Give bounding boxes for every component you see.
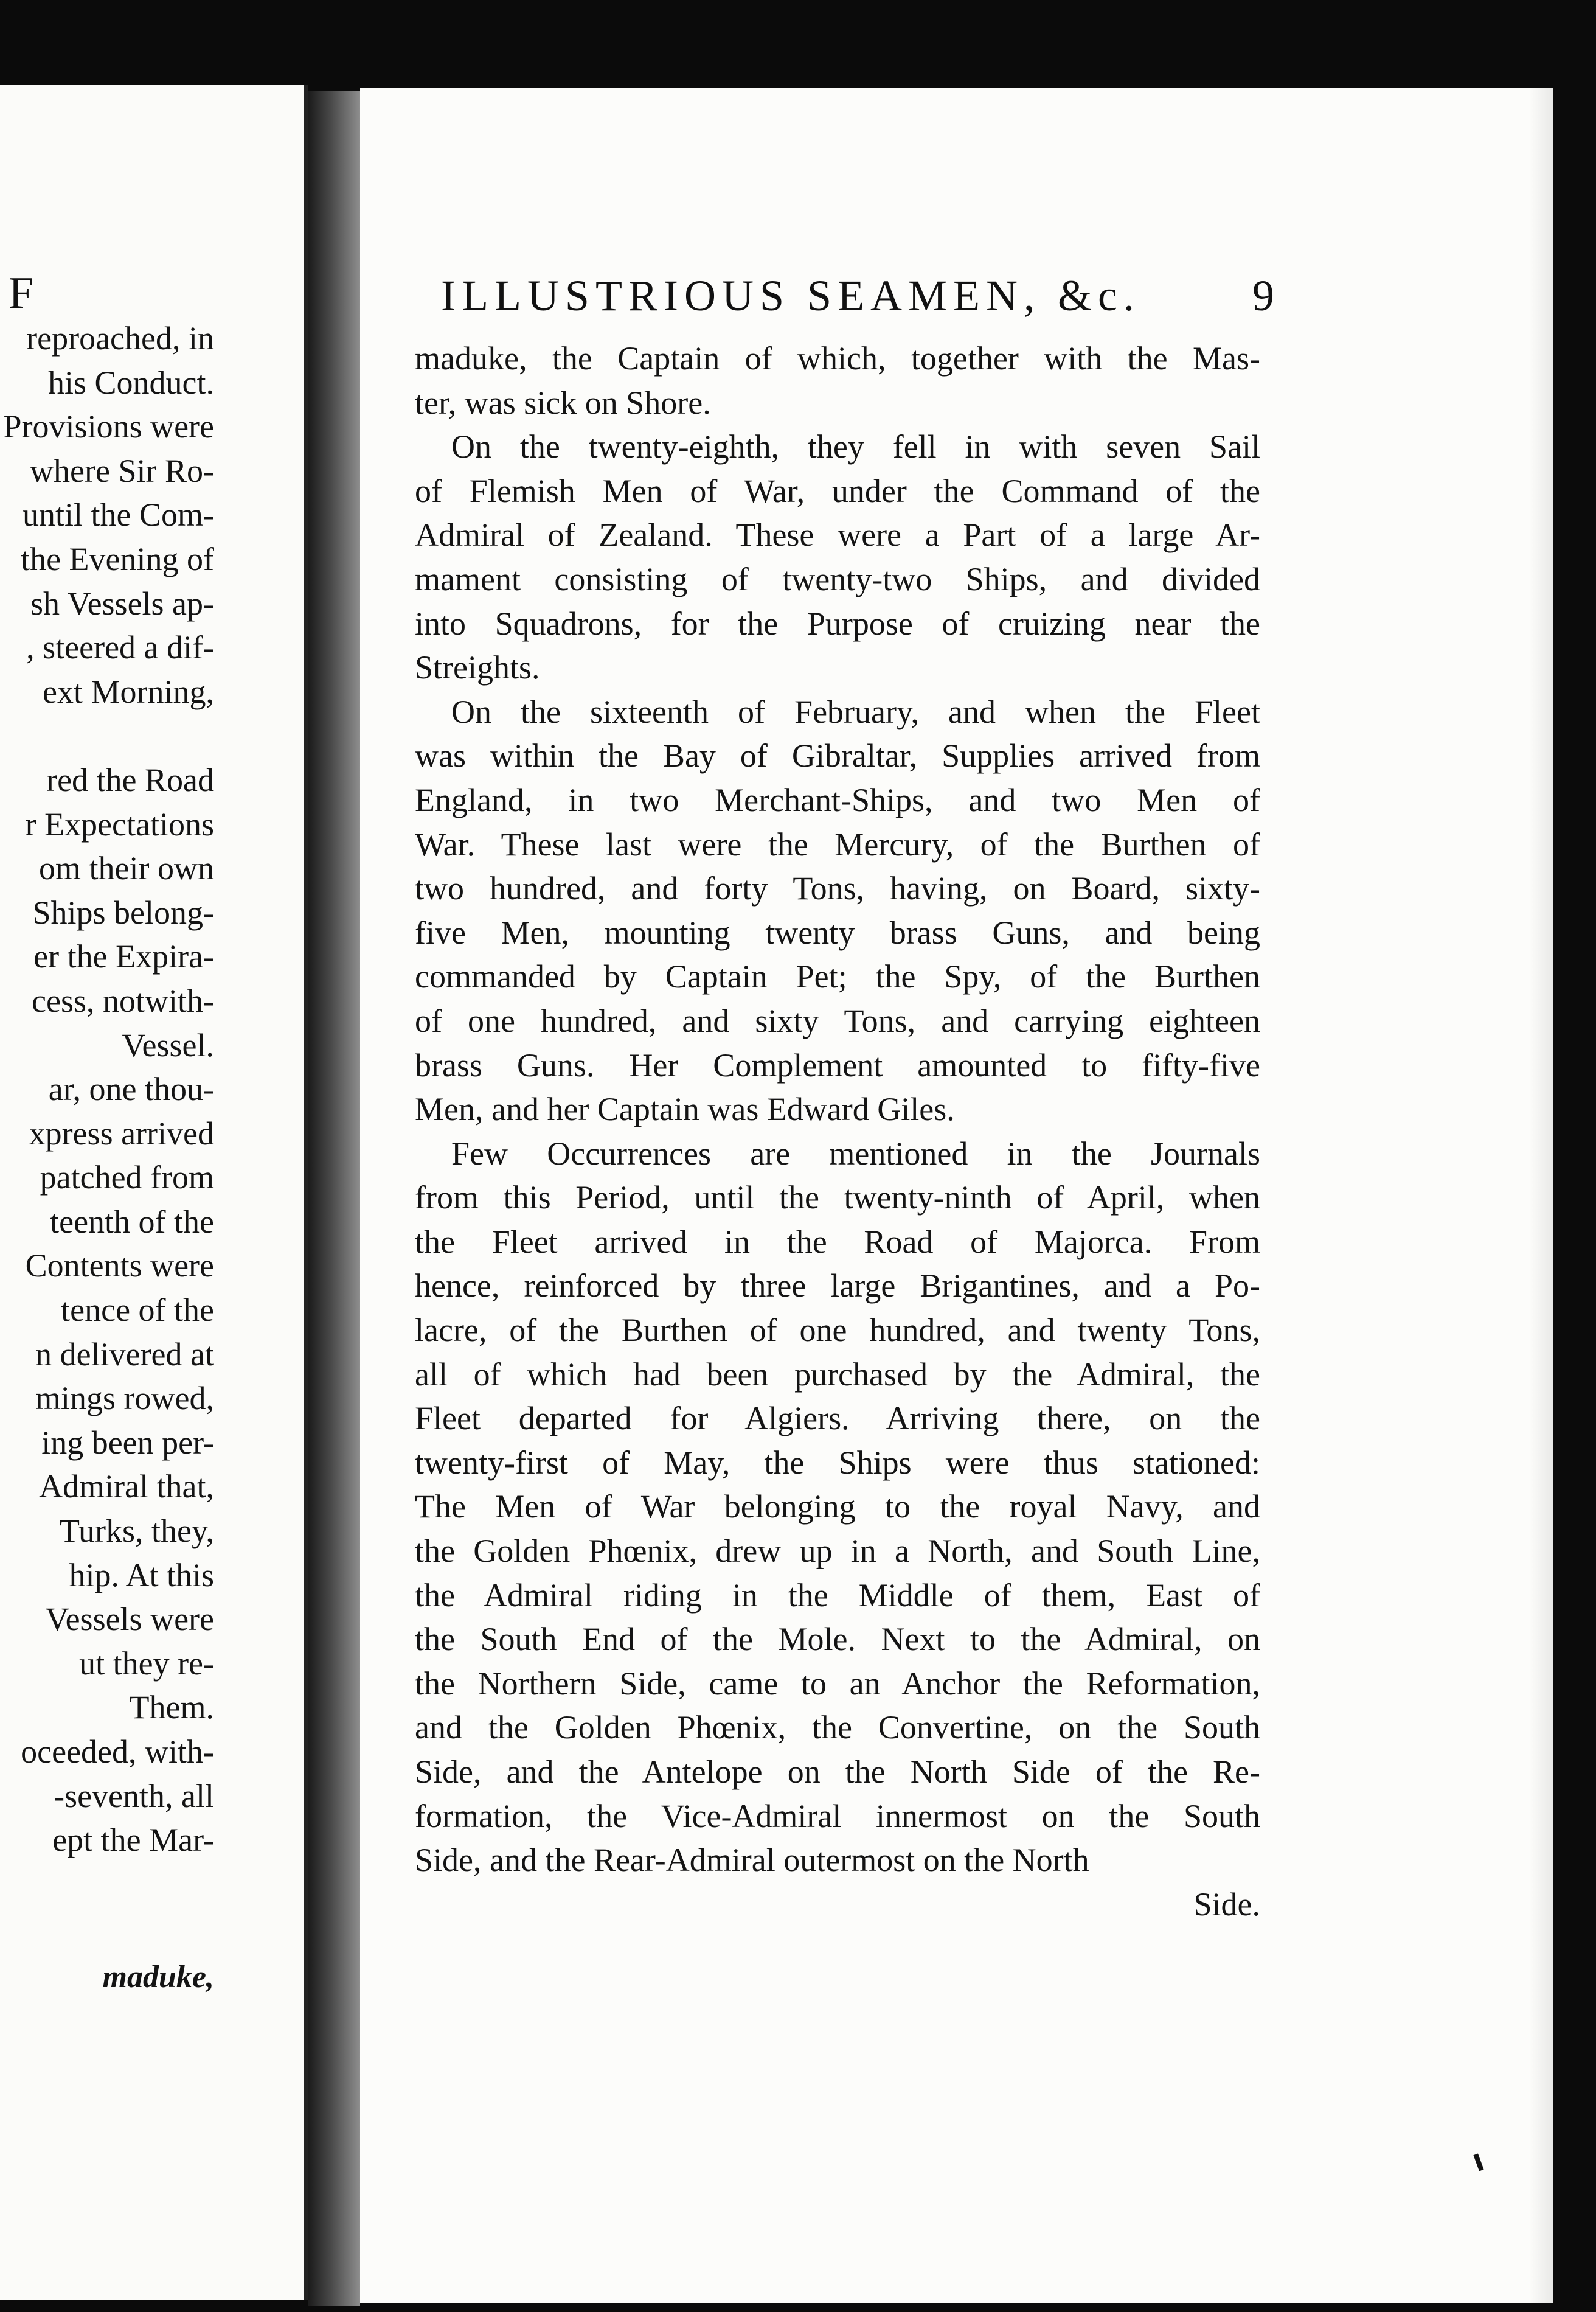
text-line: mament consisting of twenty-two Ships, and divided [415, 560, 1260, 597]
text-line: Few Occurrences are mentioned in the Journals [451, 1135, 1260, 1172]
text-line: and the Golden Phœnix, the Convertine, on the South [415, 1709, 1260, 1746]
left-text-line: -seventh, all [54, 1777, 214, 1814]
left-text-line: where Sir Ro- [30, 452, 214, 489]
page-number: 9 [1252, 271, 1274, 320]
left-text-line: Ships belong- [32, 894, 214, 931]
left-text-line: sh Vessels ap- [30, 585, 214, 622]
text-line: brass Guns. Her Complement amounted to fifty-five [415, 1046, 1260, 1084]
text-line: hence, reinforced by three large Brigantines, and a Po- [415, 1267, 1260, 1304]
left-text-line: the Evening of [21, 540, 214, 577]
body-text [415, 336, 1260, 1926]
text-line: of one hundred, and sixty Tons, and carrying eighteen [415, 1002, 1260, 1039]
left-text-line: er the Expira- [33, 938, 214, 975]
left-catchword: maduke, [102, 1960, 214, 1994]
catchword: Side. [1193, 1885, 1260, 1923]
left-text-line: patched from [40, 1159, 214, 1196]
text-line: the Golden Phœnix, drew up in a North, and South Line, [415, 1533, 1260, 1570]
text-line: the Fleet arrived in the Road of Majorca. From [415, 1223, 1260, 1260]
left-running-head-fragment: F [9, 268, 38, 318]
left-text-line: Vessels were [45, 1601, 214, 1638]
left-text-line: ut they re- [79, 1645, 214, 1682]
left-text-line [0, 714, 214, 758]
text-line: was within the Bay of Gibraltar, Supplies arrived from [415, 737, 1260, 775]
text-line: lacre, of the Burthen of one hundred, and twenty Tons, [415, 1312, 1260, 1349]
left-page [0, 85, 308, 2300]
left-text-line: n delivered at [35, 1335, 214, 1373]
left-text-line: Vessel. [122, 1026, 214, 1064]
left-text-line: hip. At this [69, 1556, 214, 1593]
text-line: War. These last were the Mercury, of the Burthen of [415, 826, 1260, 863]
text-line: Side, and the Rear-Admiral outermost on the North [415, 1842, 1089, 1879]
text-line: On the sixteenth of February, and when the Fleet [451, 693, 1260, 730]
left-page-text [0, 316, 214, 1862]
running-head: ILLUSTRIOUS SEAMEN, &c. [441, 271, 1140, 320]
text-line: of Flemish Men of War, under the Command of the [415, 472, 1260, 509]
text-line: formation, the Vice-Admiral innermost on the South [415, 1797, 1260, 1834]
text-line: the Admiral riding in the Middle of them, East of [415, 1576, 1260, 1614]
left-text-line: Admiral that, [39, 1468, 214, 1505]
left-text-line: oceeded, with- [21, 1733, 214, 1770]
book-gutter [308, 91, 360, 2306]
text-line: two hundred, and forty Tons, having, on Board, sixty- [415, 870, 1260, 907]
text-line: Fleet departed for Algiers. Arriving there, on the [415, 1400, 1260, 1437]
text-line: Men, and her Captain was Edward Giles. [415, 1091, 955, 1128]
text-line: the South End of the Mole. Next to the Admiral, on [415, 1621, 1260, 1658]
text-line: into Squadrons, for the Purpose of cruizing near the [415, 605, 1260, 642]
left-text-line: ept the Mar- [52, 1822, 214, 1859]
left-text-line: tence of the [61, 1292, 214, 1329]
text-line: England, in two Merchant-Ships, and two Men of [415, 781, 1260, 818]
left-text-line: teenth of the [50, 1203, 214, 1240]
text-line: Streights. [415, 649, 540, 686]
left-text-line: r Expectations [25, 806, 214, 843]
left-text-line: ing been per- [41, 1424, 214, 1461]
page-header [441, 271, 1274, 326]
left-text-line: Them. [129, 1689, 214, 1726]
left-text-line: cess, notwith- [32, 982, 214, 1019]
left-text-line: Turks, they, [59, 1513, 214, 1550]
ink-speck [1473, 2153, 1483, 2171]
text-line: twenty-first of May, the Ships were thus stationed: [415, 1444, 1260, 1481]
left-text-line: xpress arrived [29, 1115, 214, 1152]
left-text-line: ext Morning, [43, 673, 214, 710]
left-text-line: Contents were [25, 1247, 214, 1284]
left-text-line: ar, one thou- [48, 1071, 214, 1108]
left-text-line: , steered a dif- [26, 629, 214, 666]
text-line: five Men, mounting twenty brass Guns, and being [415, 914, 1260, 951]
left-text-line: reproached, in [26, 320, 214, 357]
text-line: The Men of War belonging to the royal Navy, and [415, 1488, 1260, 1525]
text-line: commanded by Captain Pet; the Spy, of the Burthen [415, 958, 1260, 995]
text-line: the Northern Side, came to an Anchor the Reformation, [415, 1665, 1260, 1702]
text-line: On the twenty-eighth, they fell in with seven Sail [451, 428, 1260, 465]
text-line: from this Period, until the twenty-ninth of April, when [415, 1179, 1260, 1216]
page-edge-shadow [1529, 88, 1553, 2303]
text-line: ter, was sick on Shore. [415, 384, 711, 421]
left-text-line: his Conduct. [47, 364, 214, 401]
left-text-line: om their own [39, 850, 214, 887]
left-text-line: mings rowed, [35, 1380, 214, 1417]
text-line: maduke, the Captain of which, together with the Mas- [415, 340, 1260, 377]
left-text-line: red the Road [46, 761, 214, 798]
right-page [360, 88, 1553, 2303]
text-line: Admiral of Zealand. These were a Part of a large Ar- [415, 517, 1260, 554]
text-line: Side, and the Antelope on the North Side of the Re- [415, 1753, 1260, 1790]
text-line: all of which had been purchased by the Admiral, the [415, 1356, 1260, 1393]
left-text-line: until the Com- [23, 496, 214, 534]
left-text-line: Provisions were [3, 408, 214, 445]
